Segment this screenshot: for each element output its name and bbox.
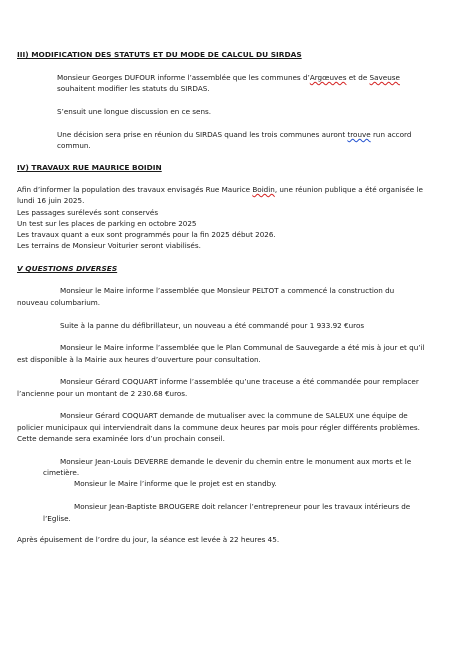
question-6-line-2: cimetière. bbox=[43, 468, 80, 477]
question-1-line-2: nouveau columbarium. bbox=[17, 298, 101, 307]
grammar-flagged-word: trouve bbox=[347, 130, 371, 139]
spelling-flagged-word: Argœuves bbox=[309, 73, 347, 82]
question-6-line-3: Monsieur le Maire l’informe que le projet est en standby. bbox=[74, 479, 277, 488]
question-5-line-1: Monsieur Gérard COQUART demande de mutualiser avec la commune de SALEUX une équipe de bbox=[60, 411, 408, 420]
question-3-line-1: Monsieur le Maire informe l’assemblée que le Plan Communal de Sauvegarde a été mis à jour et qu’il bbox=[60, 343, 425, 352]
closing-statement: Après épuisement de l’ordre du jour, la séance est levée à 22 heures 45. bbox=[17, 535, 280, 544]
question-1-line-1: Monsieur le Maire informe l’assemblée que Monsieur PELTOT a commencé la construction du bbox=[60, 286, 395, 295]
section-4-line-3: Les passages surélevés sont conservés bbox=[17, 208, 159, 217]
section-4-line-6: Les terrains de Monsieur Voiturier seront viabilisés. bbox=[17, 241, 201, 250]
question-7-line-2: l’Eglise. bbox=[43, 514, 71, 523]
question-5-line-3: Cette demande sera examinée lors d’un prochain conseil. bbox=[17, 434, 225, 443]
section-3-paragraph-2: S’ensuit une longue discussion en ce sens. bbox=[57, 107, 212, 116]
text-run: Une décision sera prise en réunion du SIRDAS quand les trois communes auront bbox=[57, 130, 348, 139]
text-run: , une réunion publique a été organisée le bbox=[274, 185, 423, 194]
question-6-line-1: Monsieur Jean-Louis DEVERRE demande le devenir du chemin entre le monument aux morts et le bbox=[60, 457, 412, 466]
text-run: Afin d’informer la population des travaux envisagés Rue Maurice bbox=[17, 185, 253, 194]
question-3-line-2: est disponible à la Mairie aux heures d’ouverture pour consultation. bbox=[17, 355, 261, 364]
section-4-line-1 bbox=[17, 184, 423, 196]
text-run: Monsieur Georges DUFOUR informe l’assemblée que les communes d’ bbox=[57, 73, 310, 82]
spelling-flagged-word: Boidin bbox=[252, 185, 275, 194]
text-run: et de bbox=[346, 73, 370, 82]
section-3-paragraph-1-line-2: souhaitent modifier les statuts du SIRDAS. bbox=[57, 84, 210, 93]
section-4-line-4: Un test sur les places de parking en octobre 2025 bbox=[17, 219, 197, 228]
text-run: run accord bbox=[370, 130, 412, 139]
question-4-line-2: l’ancienne pour un montant de 2 230.68 €uros. bbox=[17, 389, 188, 398]
section-4-line-2: lundi 16 juin 2025. bbox=[17, 196, 85, 205]
section-4-line-5: Les travaux quant a eux sont programmés pour la fin 2025 début 2026. bbox=[17, 230, 276, 239]
question-2: Suite à la panne du défibrillateur, un nouveau a été commandé pour 1 933.92 €uros bbox=[60, 321, 365, 330]
question-7-line-1: Monsieur Jean-Baptiste BROUGERE doit relancer l’entrepreneur pour les travaux intérieurs de bbox=[74, 502, 411, 511]
spelling-flagged-word: Saveuse bbox=[369, 73, 400, 82]
section-3-paragraph-1-line-1 bbox=[57, 72, 400, 84]
section-5-heading: V QUESTIONS DIVERSES bbox=[17, 264, 118, 273]
question-5-line-2: policier municipaux qui interviendrait dans la commune deux heures par mois pour régler différents problèmes. bbox=[17, 423, 420, 432]
section-3-paragraph-3-line-2: commun. bbox=[57, 141, 91, 150]
question-4-line-1: Monsieur Gérard COQUART informe l’assemblée qu’une traceuse a été commandée pour remplacer bbox=[60, 377, 419, 386]
section-4-heading: IV) TRAVAUX RUE MAURICE BOIDIN bbox=[17, 163, 162, 172]
section-3-paragraph-3-line-1 bbox=[57, 129, 411, 141]
section-3-heading: III) MODIFICATION DES STATUTS ET DU MODE DE CALCUL DU SIRDAS bbox=[17, 50, 302, 59]
